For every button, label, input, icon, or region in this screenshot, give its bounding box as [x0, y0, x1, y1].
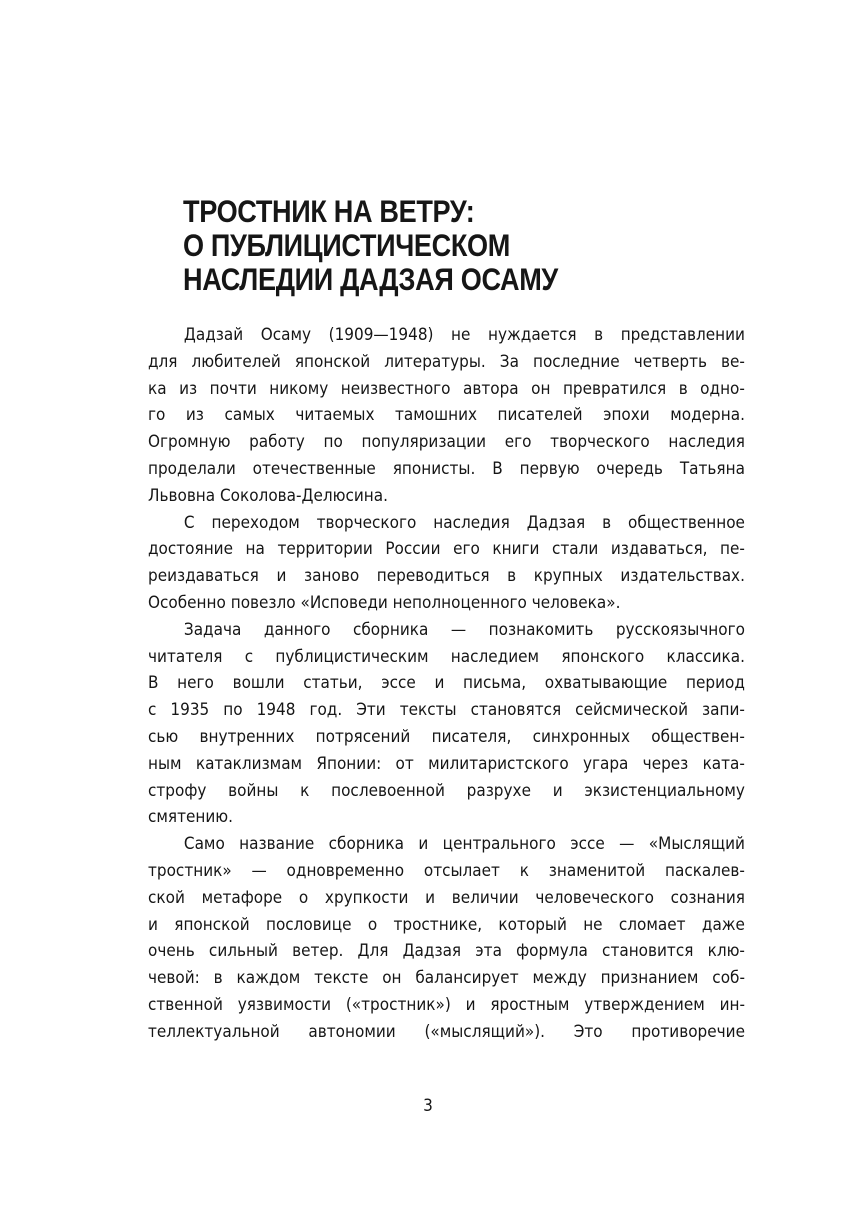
chapter-title-line: О ПУБЛИЦИСТИЧЕСКОМ: [183, 227, 511, 263]
text-line: ской метафоре о хрупкости и величии человеческого сознания: [148, 887, 745, 908]
text-line: В него вошли статьи, эссе и письма, охватывающие период: [148, 673, 745, 694]
chapter-title-line: НАСЛЕДИИ ДАДЗАЯ ОСАМУ: [183, 261, 558, 297]
text-line: сью внутренних потрясений писателя, синхронных обществен-: [148, 726, 745, 747]
text-line: Львовна Соколова-Делюсина.: [148, 485, 388, 506]
text-line: достояние на территории России его книги стали издаваться, пе-: [148, 539, 745, 560]
text-line: го из самых читаемых тамошних писателей эпохи модерна.: [148, 405, 745, 426]
text-line: чевой: в каждом тексте он балансирует между признанием соб-: [148, 968, 745, 989]
text-line: Огромную работу по популяризации его творческого наследия: [148, 432, 745, 453]
text-line: проделали отечественные японисты. В первую очередь Татьяна: [148, 458, 745, 479]
page-number: 3: [423, 1096, 433, 1116]
text-line: ка из почти никому неизвестного автора он превратился в одно-: [148, 378, 745, 399]
text-line: для любителей японской литературы. За последние четверть ве-: [148, 351, 745, 372]
chapter-title-line: ТРОСТНИК НА ВЕТРУ:: [183, 193, 475, 229]
chapter-title: [183, 194, 699, 296]
text-line: с 1935 по 1948 год. Эти тексты становятся сейсмической запи-: [148, 700, 745, 721]
text-line: теллектуальной автономии («мыслящий»). Это противоречие: [148, 1021, 745, 1042]
text-line: Дадзай Осаму (1909—1948) не нуждается в представлении: [183, 325, 745, 345]
text-line: Задача данного сборника — познакомить русскоязычного: [183, 619, 745, 640]
text-line: Само название сборника и центрального эссе — «Мыслящий: [183, 834, 745, 855]
text-line: очень сильный ветер. Для Дадзая эта формула становится клю-: [148, 941, 745, 962]
text-line: ственной уязвимости («тростник») и яростным утверждением ин-: [148, 994, 745, 1015]
text-line: строфу войны к послевоенной разрухе и экзистенциальному: [148, 780, 745, 801]
paragraph: [148, 831, 745, 1045]
text-line: Особенно повезло «Исповеди неполноценного человека».: [148, 592, 621, 613]
text-line: ным катаклизмам Японии: от милитаристского угара через ката-: [148, 753, 745, 774]
paragraph: [148, 322, 745, 510]
text-line: смятению.: [148, 807, 233, 828]
text-line: реиздаваться и заново переводиться в крупных издательствах.: [148, 566, 745, 587]
text-line: С переходом творческого наследия Дадзая в общественное: [183, 512, 745, 533]
text-line: читателя с публицистическим наследием японского классика.: [148, 646, 745, 667]
text-line: и японской пословице о тростнике, который не сломает даже: [148, 914, 745, 935]
paragraph: [148, 617, 745, 831]
text-line: тростник» — одновременно отсылает к знаменитой паскалев-: [148, 860, 745, 881]
paragraph: [148, 510, 745, 617]
body-text: [148, 322, 745, 1046]
